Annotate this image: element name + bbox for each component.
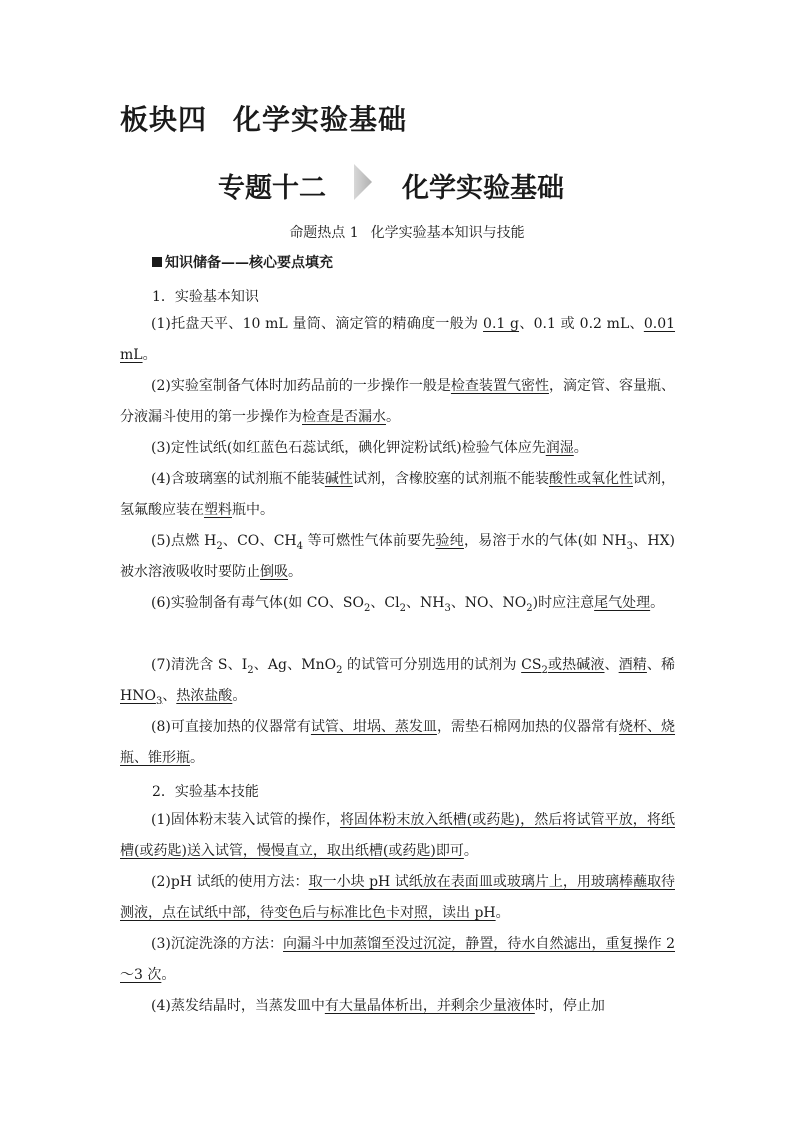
- block-title-part2: 化学实验基础: [233, 103, 408, 136]
- subscript: 2: [526, 602, 533, 614]
- text: CS: [521, 657, 542, 673]
- text: 时，停止加: [534, 998, 605, 1014]
- subscript: 2: [541, 664, 548, 676]
- text: 、NO、NO: [450, 595, 527, 611]
- text: 瓶中。: [232, 502, 274, 518]
- text: 、Cl: [370, 595, 400, 611]
- answer: 0.1 g: [483, 316, 520, 332]
- text: 等可燃性气体前要先: [303, 533, 436, 549]
- text: 。: [463, 843, 478, 859]
- section1-item3: [120, 433, 675, 464]
- section1-item5: [120, 526, 675, 588]
- knowledge-header: [152, 252, 333, 272]
- block-title: [120, 98, 407, 138]
- text: (6)实验制备有毒气体(如 CO、SO: [151, 595, 365, 611]
- topic-banner: [0, 162, 794, 206]
- text: 。: [495, 905, 510, 921]
- text: 。: [232, 688, 247, 704]
- text: (1)托盘天平、10 mL 量筒、滴定管的精确度一般为: [151, 316, 484, 332]
- answer: 碱性: [324, 471, 353, 487]
- subscript: 2: [247, 664, 254, 676]
- answer: 酒精: [618, 657, 647, 673]
- text: (4)含玻璃塞的试剂瓶不能装: [151, 471, 325, 487]
- answer: 验纯: [435, 533, 464, 549]
- answer: 润湿: [545, 440, 574, 456]
- text: HNO: [120, 688, 156, 704]
- section1-item7: [120, 650, 675, 712]
- answer: 塑料: [204, 502, 232, 518]
- hotspot-label: 命题热点 1: [289, 225, 359, 241]
- text: 、Ag、MnO: [253, 657, 337, 673]
- section1-title: 1．实验基本知识: [152, 289, 259, 305]
- section2-title: 2．实验基本技能: [152, 784, 259, 800]
- answer: 试管、坩埚、蒸发皿: [310, 719, 437, 735]
- subscript: 3: [626, 540, 633, 552]
- answer: [521, 657, 605, 676]
- text: 的试管可分别选用的试剂为: [342, 657, 522, 673]
- section2-item2: [120, 867, 675, 929]
- subscript: 2: [336, 664, 343, 676]
- answer: 倒吸: [260, 564, 288, 580]
- text: 。: [650, 595, 665, 611]
- section1-item2: [120, 371, 675, 433]
- text: (3)定性试纸(如红蓝色石蕊试纸，碘化钾淀粉试纸)检验气体应先: [151, 440, 546, 456]
- text: (4)蒸发结晶时，当蒸发皿中: [151, 998, 325, 1014]
- knowledge-header-text: 知识储备——核心要点填充: [165, 255, 333, 271]
- section1-item4: [120, 464, 675, 526]
- subscript: 3: [155, 695, 163, 707]
- topic-title: 化学实验基础: [402, 173, 564, 204]
- text: 、: [162, 688, 177, 704]
- hotspot-heading: [0, 222, 794, 242]
- answer: [120, 688, 163, 707]
- subscript: 3: [444, 602, 451, 614]
- answer: 0.01 mL: [120, 316, 676, 363]
- text: 。: [142, 347, 157, 363]
- subscript: 2: [399, 602, 406, 614]
- answer: 酸性或氧化性: [548, 471, 633, 487]
- answer: 取一小块 pH 试纸放在表面皿或玻璃片上，用玻璃棒蘸取待测液，点在试纸中部，待变色后与标准比色卡对照，读出 pH: [120, 874, 675, 921]
- text: 、NH: [405, 595, 445, 611]
- hotspot-text: 化学实验基本知识与技能: [370, 225, 525, 241]
- text: ，易溶于水的气体(如 NH: [463, 533, 627, 549]
- section2-item3: [120, 929, 675, 991]
- section1-item6: [120, 588, 675, 619]
- text: 试剂，含橡胶塞的试剂瓶不能装: [352, 471, 549, 487]
- text: ，滴定管、容量瓶、分液漏斗使用的第一步操作为: [120, 378, 675, 425]
- topic-number: 专题十二: [218, 173, 326, 204]
- square-bullet-icon: [152, 257, 162, 267]
- section2-item1: [120, 805, 675, 867]
- block-title-part1: 板块四: [120, 103, 208, 136]
- text: (8)可直接加热的仪器常有: [151, 719, 311, 735]
- text: (5)点燃 H: [151, 533, 217, 549]
- text: (7)清洗含 S、I: [151, 657, 248, 673]
- text: (1)固体粉末装入试管的操作，: [151, 812, 340, 828]
- text: 试剂，氢氟酸应装在: [120, 471, 676, 518]
- section2-item4: [120, 991, 675, 1022]
- section1-item1: [120, 309, 675, 371]
- section1-item8: [120, 712, 675, 774]
- text: 、: [604, 657, 619, 673]
- answer: 向漏斗中加蒸馏至没过沉淀，静置，待水自然滤出，重复操作 2～3 次: [120, 936, 675, 983]
- answer: 检查装置气密性: [450, 378, 549, 394]
- text: 或热碱液: [547, 657, 605, 673]
- answer: 尾气处理: [594, 595, 651, 611]
- text: 。: [288, 564, 302, 580]
- text: 。: [161, 967, 176, 983]
- answer: 热浓盐酸: [176, 688, 233, 704]
- text: (2)pH 试纸的使用方法：: [151, 874, 309, 890]
- text: 、HX)被水溶液吸收时要防止: [120, 533, 676, 580]
- text: 。: [190, 750, 204, 766]
- text: 、稀: [646, 657, 676, 673]
- answer: 烧杯、烧瓶、锥形瓶: [120, 719, 676, 766]
- text: ，需垫石棉网加热的仪器常有: [436, 719, 619, 735]
- text: (2)实验室制备气体时加药品前的一步操作一般是: [151, 378, 451, 394]
- text: )时应注意: [532, 595, 595, 611]
- text: 、CO、CH: [222, 533, 297, 549]
- text: 。: [573, 440, 588, 456]
- text: 、0.1 或 0.2 mL、: [519, 316, 644, 332]
- chevron-right-icon: [352, 162, 374, 202]
- answer: 检查是否漏水: [302, 409, 386, 425]
- subscript: 2: [216, 540, 223, 552]
- text: 。: [386, 409, 400, 425]
- answer: 有大量晶体析出，并剩余少量液体: [324, 998, 535, 1014]
- subscript: 4: [296, 540, 303, 552]
- answer: 将固体粉末放入纸槽(或药匙)，然后将试管平放，将纸槽(或药匙)送入试管，慢慢直立，取出纸槽(或药匙)即可: [120, 812, 675, 859]
- text: (3)沉淀洗涤的方法：: [151, 936, 284, 952]
- subscript: 2: [364, 602, 371, 614]
